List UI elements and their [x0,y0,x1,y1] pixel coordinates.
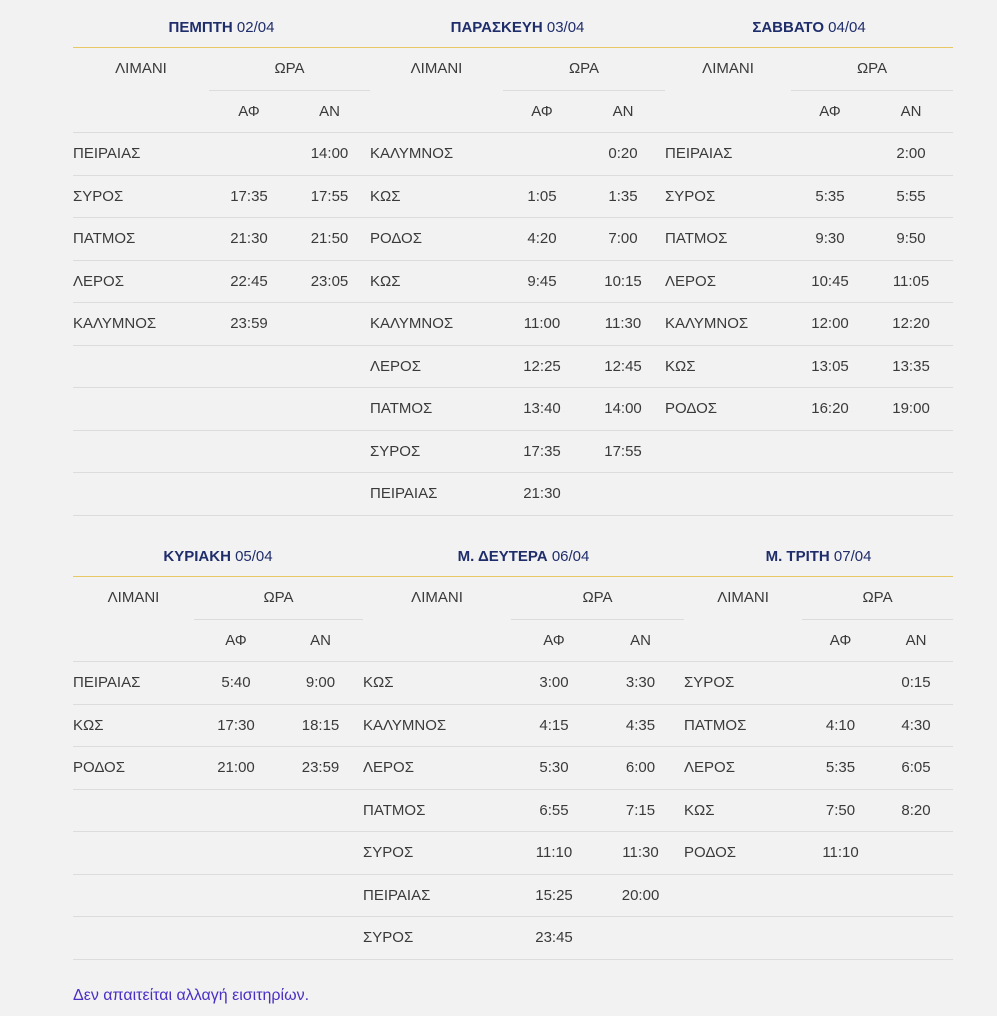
arrival-cell: 6:00 [597,747,684,790]
arrival-cell: 0:15 [879,662,953,705]
arrival-cell [278,917,363,960]
port-cell [684,874,802,917]
day-date: 07/04 [833,547,872,565]
departure-cell: 5:30 [511,747,597,790]
arrival-cell: 4:30 [879,704,953,747]
day-table [684,536,953,960]
day-table-head [684,536,953,662]
table-row [665,473,953,516]
departure-cell: 7:50 [802,789,879,832]
arrival-cell [597,917,684,960]
arrival-column-header: ΑΝ [278,619,363,662]
arrival-cell: 8:20 [879,789,953,832]
departure-cell: 17:35 [209,175,289,218]
arrival-cell: 13:35 [869,345,953,388]
day-name: ΣΑΒΒΑΤΟ [752,18,824,36]
day-title [684,536,953,577]
port-cell: ΠΕΙΡΑΙΑΣ [73,133,209,176]
arrival-cell [879,832,953,875]
table-row [684,917,953,960]
departure-cell: 5:35 [802,747,879,790]
table-row [73,917,363,960]
table-row [73,662,363,705]
departure-cell [194,832,278,875]
departure-column-header: ΑΦ [791,90,869,133]
port-cell: ΚΩΣ [363,662,511,705]
table-row [684,747,953,790]
port-cell: ΚΑΛΥΜΝΟΣ [370,303,503,346]
arrival-cell: 9:50 [869,218,953,261]
arrival-cell: 9:00 [278,662,363,705]
table-row [684,704,953,747]
table-row [73,133,370,176]
port-cell [73,430,209,473]
table-row [684,662,953,705]
table-row [73,175,370,218]
arrival-cell: 17:55 [289,175,370,218]
tickets-note: Δεν απαιτείται αλλαγή εισιτηρίων. [73,987,310,1004]
port-cell [73,473,209,516]
port-cell: ΠΑΤΜΟΣ [665,218,791,261]
day-date: 05/04 [235,547,273,565]
port-cell: ΠΕΙΡΑΙΑΣ [363,874,511,917]
departure-cell: 13:40 [503,388,581,431]
port-column-header: ΛΙΜΑΝΙ [73,577,194,662]
arrival-cell [581,473,665,516]
departure-cell [209,133,289,176]
arrival-cell: 4:35 [597,704,684,747]
departure-cell [791,430,869,473]
arrival-column-header: ΑΝ [581,90,665,133]
day-table [73,536,363,960]
departure-cell [802,662,879,705]
departure-column-header: ΑΦ [511,619,597,662]
port-column-header: ΛΙΜΑΝΙ [370,48,503,133]
day-title-row [665,7,953,48]
table-row [665,260,953,303]
day-title-row [370,7,665,48]
table-row [73,218,370,261]
day-date: 04/04 [828,18,866,36]
departure-cell: 9:30 [791,218,869,261]
arrival-cell: 18:15 [278,704,363,747]
port-cell: ΠΕΙΡΑΙΑΣ [370,473,503,516]
table-row [370,303,665,346]
table-row [684,832,953,875]
schedule-row-2 [73,536,953,960]
table-row [665,388,953,431]
arrival-cell [289,388,370,431]
departure-column-header: ΑΦ [194,619,278,662]
arrival-cell: 7:15 [597,789,684,832]
port-column-header: ΛΙΜΑΝΙ [665,48,791,133]
time-column-header: ΩΡΑ [194,577,363,620]
table-row [370,430,665,473]
port-cell: ΚΩΣ [684,789,802,832]
arrival-cell [869,430,953,473]
day-title [363,536,684,577]
table-row [370,388,665,431]
day-name: ΚΥΡΙΑΚΗ [163,547,231,565]
table-row [73,260,370,303]
port-cell: ΣΥΡΟΣ [73,175,209,218]
column-header-row [363,577,684,620]
arrival-cell: 17:55 [581,430,665,473]
arrival-cell: 11:30 [597,832,684,875]
departure-cell: 17:30 [194,704,278,747]
port-cell: ΠΕΙΡΑΙΑΣ [73,662,194,705]
departure-cell: 21:30 [209,218,289,261]
port-cell: ΡΟΔΟΣ [684,832,802,875]
day-title [665,7,953,48]
day-title [370,7,665,48]
departure-cell: 15:25 [511,874,597,917]
day-date: 06/04 [551,547,590,565]
table-row [370,218,665,261]
departure-cell: 4:15 [511,704,597,747]
column-header-row [73,577,363,620]
arrival-cell [869,473,953,516]
table-row [73,473,370,516]
day-table-head [73,7,370,133]
table-row [684,874,953,917]
arrival-column-header: ΑΝ [869,90,953,133]
port-cell [73,874,194,917]
port-cell [665,430,791,473]
arrival-cell: 6:05 [879,747,953,790]
day-table [73,7,370,516]
departure-cell: 10:45 [791,260,869,303]
port-cell: ΛΕΡΟΣ [684,747,802,790]
day-table-body [73,662,363,960]
port-column-header: ΛΙΜΑΝΙ [684,577,802,662]
port-column-header: ΛΙΜΑΝΙ [73,48,209,133]
table-row [665,218,953,261]
departure-cell: 11:10 [511,832,597,875]
table-row [73,874,363,917]
day-table-body [370,133,665,516]
departure-cell [209,345,289,388]
time-column-header: ΩΡΑ [209,48,370,91]
arrival-cell [289,303,370,346]
departure-column-header: ΑΦ [802,619,879,662]
departure-cell: 23:59 [209,303,289,346]
departure-cell: 4:10 [802,704,879,747]
departure-cell [791,133,869,176]
table-row [370,345,665,388]
departure-cell: 12:00 [791,303,869,346]
departure-cell: 3:00 [511,662,597,705]
table-row [73,789,363,832]
table-row [73,704,363,747]
day-title [73,7,370,48]
column-header-row [684,577,953,620]
departure-cell: 17:35 [503,430,581,473]
day-table [370,7,665,516]
day-name: ΠΑΡΑΣΚΕΥΗ [450,18,543,36]
table-row [363,874,684,917]
arrival-cell [289,345,370,388]
table-row [73,430,370,473]
port-cell [73,917,194,960]
table-row [665,430,953,473]
day-title [73,536,363,577]
table-row [370,133,665,176]
arrival-cell: 20:00 [597,874,684,917]
table-row [370,175,665,218]
time-column-header: ΩΡΑ [791,48,953,91]
arrival-cell: 10:15 [581,260,665,303]
table-row [73,832,363,875]
table-row [665,175,953,218]
departure-cell: 21:30 [503,473,581,516]
table-row [665,133,953,176]
day-table-head [665,7,953,133]
port-cell: ΚΩΣ [665,345,791,388]
day-table-head [363,536,684,662]
departure-column-header: ΑΦ [209,90,289,133]
arrival-cell: 23:05 [289,260,370,303]
departure-cell [209,473,289,516]
arrival-cell: 21:50 [289,218,370,261]
table-row [370,473,665,516]
port-cell [73,345,209,388]
day-table-body [684,662,953,960]
arrival-cell: 11:05 [869,260,953,303]
departure-cell: 5:35 [791,175,869,218]
arrival-cell: 12:45 [581,345,665,388]
port-cell: ΠΑΤΜΟΣ [684,704,802,747]
departure-cell [503,133,581,176]
port-cell [684,917,802,960]
arrival-cell [278,874,363,917]
departure-cell: 4:20 [503,218,581,261]
table-row [370,260,665,303]
arrival-cell [278,789,363,832]
table-row [363,832,684,875]
day-name: Μ. ΔΕΥΤΕΡΑ [457,547,548,565]
port-cell: ΚΑΛΥΜΝΟΣ [370,133,503,176]
departure-cell: 21:00 [194,747,278,790]
departure-cell [791,473,869,516]
port-cell: ΚΩΣ [370,175,503,218]
table-row [73,747,363,790]
arrival-cell [289,473,370,516]
day-date: 02/04 [236,18,275,36]
arrival-column-header: ΑΝ [879,619,953,662]
port-cell: ΛΕΡΟΣ [665,260,791,303]
departure-cell [194,789,278,832]
table-row [684,789,953,832]
day-name: ΠΕΜΠΤΗ [168,18,233,36]
table-row [363,747,684,790]
departure-cell: 11:10 [802,832,879,875]
arrival-cell: 3:30 [597,662,684,705]
arrival-cell [879,874,953,917]
arrival-cell [879,917,953,960]
day-name: Μ. ΤΡΙΤΗ [765,547,830,565]
day-table-body [665,133,953,516]
port-cell: ΣΥΡΟΣ [363,832,511,875]
table-row [73,303,370,346]
departure-cell [802,917,879,960]
port-cell: ΡΟΔΟΣ [73,747,194,790]
day-table-head [370,7,665,133]
port-cell: ΚΩΣ [73,704,194,747]
arrival-cell [289,430,370,473]
day-table [363,536,684,960]
port-cell: ΚΑΛΥΜΝΟΣ [73,303,209,346]
port-column-header: ΛΙΜΑΝΙ [363,577,511,662]
arrival-cell: 2:00 [869,133,953,176]
port-cell: ΚΑΛΥΜΝΟΣ [665,303,791,346]
departure-cell [209,430,289,473]
port-cell: ΠΕΙΡΑΙΑΣ [665,133,791,176]
arrival-cell: 23:59 [278,747,363,790]
port-cell: ΚΩΣ [370,260,503,303]
arrival-column-header: ΑΝ [597,619,684,662]
port-cell [73,789,194,832]
table-row [665,345,953,388]
arrival-cell: 1:35 [581,175,665,218]
day-table-body [363,662,684,960]
column-header-row [665,48,953,91]
arrival-cell: 11:30 [581,303,665,346]
departure-cell: 6:55 [511,789,597,832]
departure-cell: 1:05 [503,175,581,218]
port-cell: ΛΕΡΟΣ [370,345,503,388]
day-table [665,7,953,516]
arrival-cell: 14:00 [581,388,665,431]
schedule-row-1 [73,7,953,516]
arrival-cell: 12:20 [869,303,953,346]
column-header-row [73,48,370,91]
departure-cell [194,874,278,917]
port-cell [665,473,791,516]
table-row [363,662,684,705]
arrival-column-header: ΑΝ [289,90,370,133]
departure-cell: 13:05 [791,345,869,388]
table-row [73,388,370,431]
departure-cell: 5:40 [194,662,278,705]
day-title-row [73,7,370,48]
departure-cell [194,917,278,960]
table-row [363,917,684,960]
table-row [363,704,684,747]
time-column-header: ΩΡΑ [802,577,953,620]
departure-cell: 12:25 [503,345,581,388]
table-row [665,303,953,346]
arrival-cell: 19:00 [869,388,953,431]
departure-cell: 23:45 [511,917,597,960]
port-cell: ΣΥΡΟΣ [684,662,802,705]
port-cell: ΛΕΡΟΣ [363,747,511,790]
column-header-row [370,48,665,91]
day-table-body [73,133,370,516]
departure-cell [209,388,289,431]
port-cell: ΡΟΔΟΣ [370,218,503,261]
departure-cell: 9:45 [503,260,581,303]
departure-cell: 16:20 [791,388,869,431]
day-date: 03/04 [546,18,585,36]
day-title-row [363,536,684,577]
arrival-cell: 0:20 [581,133,665,176]
port-cell: ΛΕΡΟΣ [73,260,209,303]
port-cell: ΡΟΔΟΣ [665,388,791,431]
day-table-head [73,536,363,662]
departure-cell: 22:45 [209,260,289,303]
port-cell [73,832,194,875]
arrival-cell: 7:00 [581,218,665,261]
departure-cell: 11:00 [503,303,581,346]
port-cell: ΣΥΡΟΣ [363,917,511,960]
departure-cell [802,874,879,917]
arrival-cell [278,832,363,875]
port-cell [73,388,209,431]
time-column-header: ΩΡΑ [503,48,665,91]
port-cell: ΠΑΤΜΟΣ [363,789,511,832]
port-cell: ΠΑΤΜΟΣ [370,388,503,431]
port-cell: ΠΑΤΜΟΣ [73,218,209,261]
port-cell: ΣΥΡΟΣ [370,430,503,473]
port-cell: ΚΑΛΥΜΝΟΣ [363,704,511,747]
arrival-cell: 5:55 [869,175,953,218]
day-title-row [73,536,363,577]
port-cell: ΣΥΡΟΣ [665,175,791,218]
departure-column-header: ΑΦ [503,90,581,133]
table-row [363,789,684,832]
day-title-row [684,536,953,577]
table-row [73,345,370,388]
arrival-cell: 14:00 [289,133,370,176]
time-column-header: ΩΡΑ [511,577,684,620]
